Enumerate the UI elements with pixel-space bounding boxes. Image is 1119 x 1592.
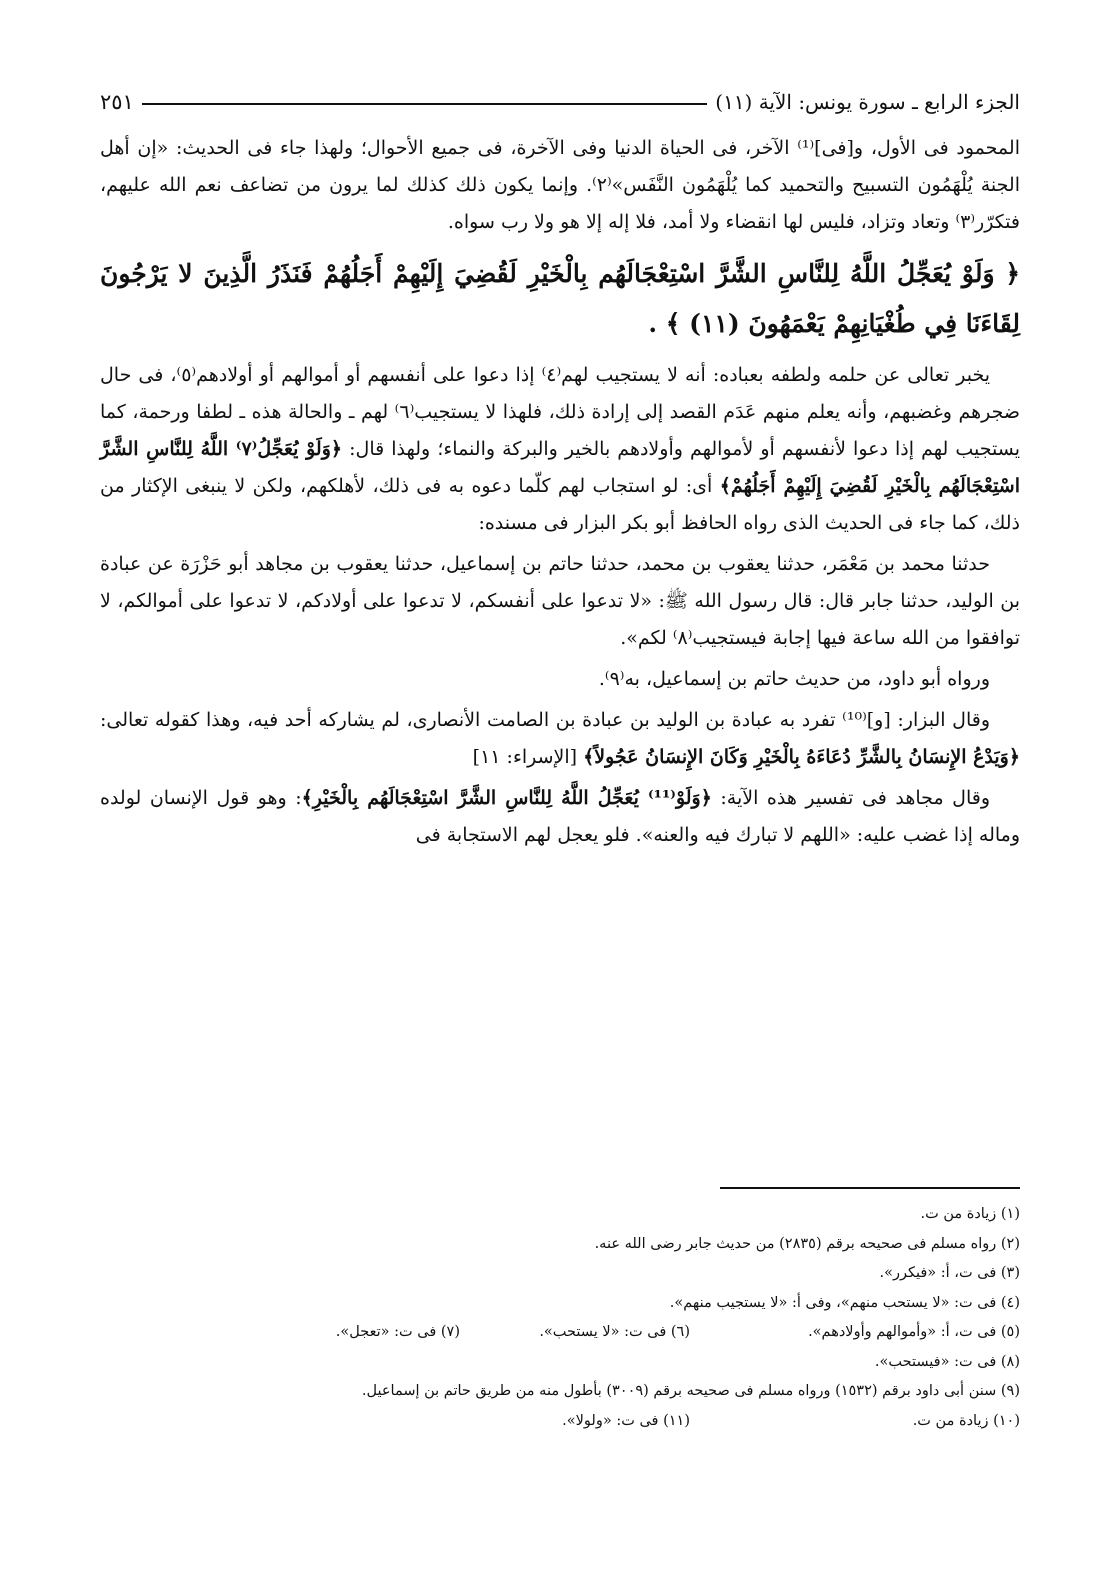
footnote-1 — [100, 1200, 1020, 1230]
paragraph-5-text-a: وقال البزار: [و]⁽¹⁰⁾ تفرد به عبادة بن الوليد بن عبادة بن الصامت الأنصارى، لم يشاركه أحد فيه، وهذا كقوله تعالى: — [100, 709, 990, 731]
main-text — [100, 130, 1020, 858]
paragraph-6-text-a: وقال مجاهد فى تفسير هذه الآية: — [711, 787, 990, 809]
footnote-3 — [100, 1259, 1020, 1289]
footnote-8-text: (٨) فى ت: «فيستحب». — [874, 1353, 1020, 1370]
paragraph-5-text-b: [الإسراء: ١١] — [472, 746, 584, 768]
paragraph-6-text-b: : وهو قول الإنسان لولده وماله إذا غضب عليه: «اللهم لا تبارك فيه والعنه». فلو يعجل لهم الاستجابة فى — [100, 787, 1020, 846]
footnote-10-text: (١٠) زيادة من ت. — [912, 1412, 1020, 1429]
footnote-8 — [100, 1348, 1020, 1378]
footnote-3-text: (٣) فى ت، أ: «فيكرر». — [879, 1265, 1020, 1281]
paragraph-4: ورواه أبو داود، من حديث حاتم بن إسماعيل، به⁽٩⁾. — [598, 668, 990, 690]
header-title: الجزء الرابع ـ سورة يونس: الآية (١١) — [715, 90, 1020, 114]
footnote-2-text: (٢) رواه مسلم فى صحيحه برقم (٢٨٣٥) من حديث جابر رضى الله عنه. — [594, 1235, 1020, 1252]
paragraph-6 — [100, 780, 1020, 854]
paragraph-5-quote: ﴿وَيَدْعُ الإِنسَانُ بِالشَّرِّ دُعَاءَهُ بِالْخَيْرِ وَكَانَ الإِنسَانُ عَجُولاً﴾ — [583, 746, 1020, 768]
running-header — [100, 84, 1020, 120]
footnote-6-text: (٦) فى ت: «لا يستحب». — [539, 1324, 690, 1340]
paragraph-2-text-a: يخبر تعالى عن حلمه ولطفه بعباده: أنه لا يستجيب لهم⁽٤⁾ إذا دعوا على أنفسهم أو أموالهم أو أولادهم⁽٥⁾، فى حال ضجرهم وغضبهم، وأنه يعلم منهم عَدَم القصد إلى إرادة ذلك، فلهذا لا يستجيب⁽٦⁾ لهم ـ والحالة هذه ـ لطفا ورحمة، كما يستجيب لهم إذا دعوا لأنفسهم أو لأموالهم وأولادهم بالخير والبركة والنماء؛ ولهذا قال: — [100, 364, 1021, 460]
footnote-4-text: (٤) فى ت: «لا يستحب منهم»، وفى أ: «لا يستجيب منهم». — [669, 1294, 1020, 1311]
paragraph-2-text-b: أى: لو استجاب لهم كلّما دعوه به فى ذلك، لأهلكهم، ولكن لا ينبغى الإكثار من ذلك، كما جاء فى الحديث الذى رواه الحافظ أبو بكر البزار فى مسنده: — [100, 475, 1020, 534]
footnote-9 — [100, 1377, 1020, 1407]
footnote-row-10-11 — [100, 1407, 1020, 1437]
footnote-5-text: (٥) فى ت، أ: «وأموالهم وأولادهم». — [808, 1324, 1020, 1340]
footnote-1-text: (١) زيادة من ت. — [920, 1206, 1020, 1222]
footnote-9-text: (٩) سنن أبى داود برقم (١٥٣٢) ورواه مسلم فى صحيحه برقم (٣٠٠٩) بأطول منه من طريق حاتم بن إسماعيل. — [361, 1383, 1020, 1399]
quran-verse: ﴿ وَلَوْ يُعَجِّلُ اللَّهُ لِلنَّاسِ الشَّرَّ اسْتِعْجَالَهُم بِالْخَيْرِ لَقُضِيَ إِلَيْهِمْ أَجَلُهُمْ فَنَذَرُ الَّذِينَ لا يَرْجُونَ لِقَاءَنَا فِي طُغْيَانِهِمْ يَعْمَهُونَ (١١) ﴾ . — [100, 259, 1020, 338]
paragraph-1: المحمود فى الأول، و[فى]⁽¹⁾ الآخر، فى الحياة الدنيا وفى الآخرة، فى جميع الأحوال؛ ولهذا جاء فى الحديث: «إن أهل الجنة يُلْهَمُون التسبيح والتحميد كما يُلْهَمُون النَّفَس»⁽٢⁾. وإنما يكون ذلك كذلك لما يرون من تضاعف نعم الله عليهم، فتكرّر⁽٣⁾ وتعاد وتزاد، فليس لها انقضاء ولا أمد، فلا إله إلا هو ولا رب سواه. — [100, 137, 1021, 233]
footnote-row-5-6-7 — [100, 1318, 1020, 1348]
paragraph-2 — [100, 357, 1020, 542]
page-number: ٢٥١ — [100, 90, 134, 114]
book-page — [100, 0, 1020, 1592]
footnote-11-text: (١١) فى ت: «ولولا». — [562, 1412, 690, 1429]
paragraph-3: حدثنا محمد بن مَعْمَر، حدثنا يعقوب بن محمد، حدثنا حاتم بن إسماعيل، حدثنا يعقوب بن مجاهد أبو حَزْرَة عن عبادة بن الوليد، حدثنا جابر قال: قال رسول الله ﷺ: «لا تدعوا على أنفسكم، لا تدعوا على أولادكم، لا تدعوا على أموالكم، لا توافقوا من الله ساعة فيها إجابة فيستجيب⁽٨⁾ لكم». — [100, 553, 1020, 649]
footnotes — [100, 1200, 1020, 1436]
footnote-7-text: (٧) فى ت: «تعجل». — [335, 1324, 460, 1340]
header-rule — [142, 103, 707, 105]
footnote-4 — [100, 1289, 1020, 1319]
paragraph-5 — [100, 702, 1020, 776]
footnote-2 — [100, 1230, 1020, 1260]
footnote-separator — [720, 1187, 1020, 1189]
paragraph-6-quote: ﴿وَلَوْ⁽¹¹⁾ يُعَجِّلُ اللَّهُ لِلنَّاسِ الشَّرَّ اسْتِعْجَالَهُم بِالْخَيْرِ﴾ — [301, 787, 712, 809]
paragraph-2-quote: ﴿وَلَوْ يُعَجِّلُ⁽٧⁾ اللَّهُ لِلنَّاسِ الشَّرَّ اسْتِعْجَالَهُم بِالْخَيْرِ لَقُضِيَ إِلَيْهِمْ أَجَلُهُمْ﴾ — [100, 438, 1020, 497]
